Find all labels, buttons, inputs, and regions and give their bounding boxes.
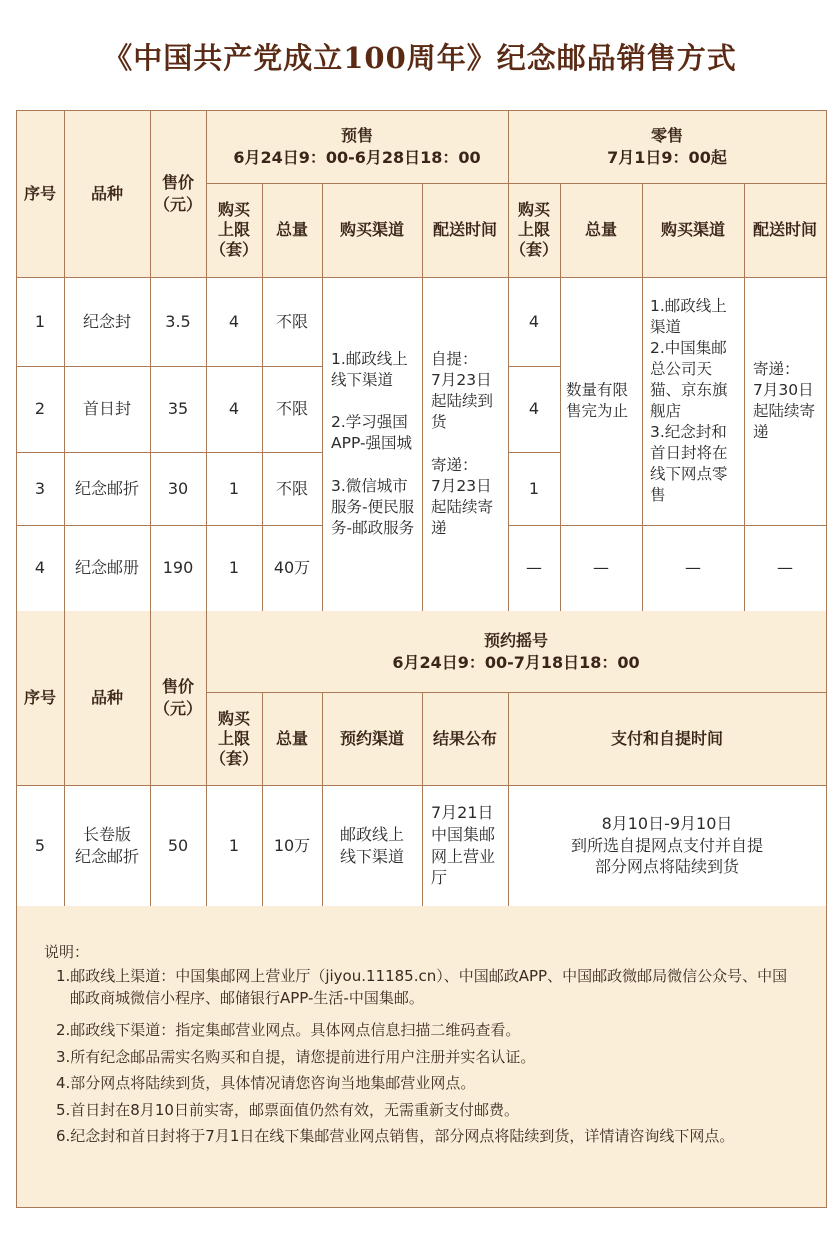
presale-time: 6月24日9：00-6月28日18：00 [233, 147, 481, 167]
retail-channel-header: 购买渠道 [642, 183, 744, 277]
notes-title: 说明： [44, 943, 90, 961]
retail-limit-header: 购买 上限 （套） [508, 183, 560, 277]
row5-channel: 邮政线上 线下渠道 [322, 785, 422, 906]
row4-seq: 4 [16, 525, 64, 611]
row3-name: 纪念邮折 [64, 452, 150, 525]
row4-name: 纪念邮册 [64, 525, 150, 611]
lottery-group-header [206, 611, 826, 692]
col-variety-header: 品种 [64, 110, 150, 277]
row3-price: 30 [150, 452, 206, 525]
row5-pay: 8月10日-9月10日 到所选自提网点支付并自提 部分网点将陆续到货 [508, 785, 826, 906]
grid-line [206, 692, 827, 693]
row3-retail-limit: 1 [508, 452, 560, 525]
row5-price: 50 [150, 785, 206, 906]
row4-retail-limit: — [508, 525, 560, 611]
grid-line [826, 110, 827, 611]
retail-total-cell: 数量有限售完为止 [560, 277, 642, 525]
presale-limit-header: 购买 上限 （套） [206, 183, 262, 277]
grid-line [560, 183, 561, 611]
grid-line [262, 692, 263, 906]
lottery-title: 预约摇号 [483, 630, 548, 650]
presale-delivery-header: 配送时间 [422, 183, 508, 277]
grid-line [642, 183, 643, 611]
row1-total: 不限 [262, 277, 322, 366]
row4-total: 40万 [262, 525, 322, 611]
row3-limit: 1 [206, 452, 262, 525]
grid-line [16, 1207, 827, 1208]
retail-time: 7月1日9：00起 [607, 147, 727, 167]
row5-seq: 5 [16, 785, 64, 906]
t2-pay-header: 支付和自提时间 [508, 692, 826, 785]
row5-total: 10万 [262, 785, 322, 906]
t2-col-price-header: 售价 （元） [150, 611, 206, 785]
t2-col-variety-header: 品种 [64, 611, 150, 785]
retail-title: 零售 [650, 125, 683, 145]
grid-line [16, 452, 322, 453]
grid-line [150, 611, 151, 906]
row4-retail-channel: — [642, 525, 744, 611]
retail-group-header [508, 110, 826, 183]
note-item-5: 5.首日封在8月10日前实寄，邮票面值仍然有效，无需重新支付邮费。 [56, 1101, 519, 1119]
row5-name: 长卷版 纪念邮折 [64, 785, 150, 906]
grid-line [322, 692, 323, 906]
note-item-2: 2.邮政线下渠道：指定集邮营业网点。具体网点信息扫描二维码查看。 [56, 1021, 521, 1039]
grid-line [64, 110, 65, 611]
grid-line [16, 525, 322, 526]
row4-retail-delivery: — [744, 525, 826, 611]
grid-line [744, 183, 745, 611]
presale-delivery-cell: 自提： 7月23日起陆续到货 寄递： 7月23日起陆续寄递 [422, 277, 508, 611]
grid-line [508, 110, 509, 611]
t2-col-seq-header: 序号 [16, 611, 64, 785]
row2-total: 不限 [262, 366, 322, 452]
t2-channel-header: 预约渠道 [322, 692, 422, 785]
grid-line [826, 611, 827, 906]
presale-group-header [206, 110, 508, 183]
grid-line [262, 183, 263, 611]
row1-limit: 4 [206, 277, 262, 366]
row2-limit: 4 [206, 366, 262, 452]
grid-line [206, 183, 827, 184]
retail-delivery-header: 配送时间 [744, 183, 826, 277]
presale-channel-header: 购买渠道 [322, 183, 422, 277]
row2-seq: 2 [16, 366, 64, 452]
grid-line [150, 110, 151, 611]
note-item-1: 1.邮政线上渠道：中国集邮网上营业厅（jiyou.11185.cn）、中国邮政APP、中国邮政微邮局微信公众号、中国邮政商城微信小程序、邮储银行APP-生活-中国集邮。 [56, 967, 788, 1007]
row4-limit: 1 [206, 525, 262, 611]
presale-total-header: 总量 [262, 183, 322, 277]
row3-seq: 3 [16, 452, 64, 525]
row4-price: 190 [150, 525, 206, 611]
grid-line [422, 692, 423, 906]
grid-line [16, 611, 17, 906]
t2-total-header: 总量 [262, 692, 322, 785]
row1-name: 纪念封 [64, 277, 150, 366]
grid-line [322, 183, 323, 611]
note-item-3: 3.所有纪念邮品需实名购买和自提，请您提前进行用户注册并实名认证。 [56, 1048, 536, 1066]
row2-retail-limit: 4 [508, 366, 560, 452]
grid-line [16, 366, 322, 367]
presale-title: 预售 [340, 125, 373, 145]
grid-line [422, 183, 423, 611]
retail-delivery-cell: 寄递： 7月30日起陆续寄递 [744, 277, 826, 525]
retail-channel-cell: 1.邮政线上渠道 2.中国集邮总公司天猫、京东旗舰店 3.纪念封和首日封将在线下网点零售 [642, 277, 744, 525]
row3-total: 不限 [262, 452, 322, 525]
row1-seq: 1 [16, 277, 64, 366]
grid-line [826, 906, 827, 1207]
note-item-6: 6.纪念封和首日封将于7月1日在线下集邮营业网点销售，部分网点将陆续到货，详情请咨询线下网点。 [56, 1127, 735, 1145]
grid-line [508, 692, 509, 906]
row5-result: 7月21日 中国集邮 网上营业 厅 [422, 785, 508, 906]
retail-total-header: 总量 [560, 183, 642, 277]
lottery-time: 6月24日9：00-7月18日18：00 [392, 652, 640, 672]
t2-result-header: 结果公布 [422, 692, 508, 785]
grid-line [508, 452, 560, 453]
grid-line [508, 525, 827, 526]
page-title: 《中国共产党成立100周年》纪念邮品销售方式 [103, 41, 737, 75]
row1-price: 3.5 [150, 277, 206, 366]
grid-line [206, 611, 207, 906]
grid-line [206, 110, 207, 611]
row2-name: 首日封 [64, 366, 150, 452]
grid-line [16, 110, 827, 111]
t2-limit-header: 购买 上限 （套） [206, 692, 262, 785]
presale-channel-cell: 1.邮政线上线下渠道 2.学习强国APP-强国城 3.微信城市服务-便民服务-邮政服务 [322, 277, 422, 611]
col-price-header: 售价 （元） [150, 110, 206, 277]
row4-retail-total: — [560, 525, 642, 611]
row5-limit: 1 [206, 785, 262, 906]
row2-price: 35 [150, 366, 206, 452]
col-seq-header: 序号 [16, 110, 64, 277]
grid-line [16, 906, 17, 1207]
grid-line [16, 110, 17, 611]
grid-line [64, 611, 65, 906]
note-item-4: 4.部分网点将陆续到货，具体情况请您咨询当地集邮营业网点。 [56, 1074, 476, 1092]
grid-line [508, 366, 560, 367]
row1-retail-limit: 4 [508, 277, 560, 366]
